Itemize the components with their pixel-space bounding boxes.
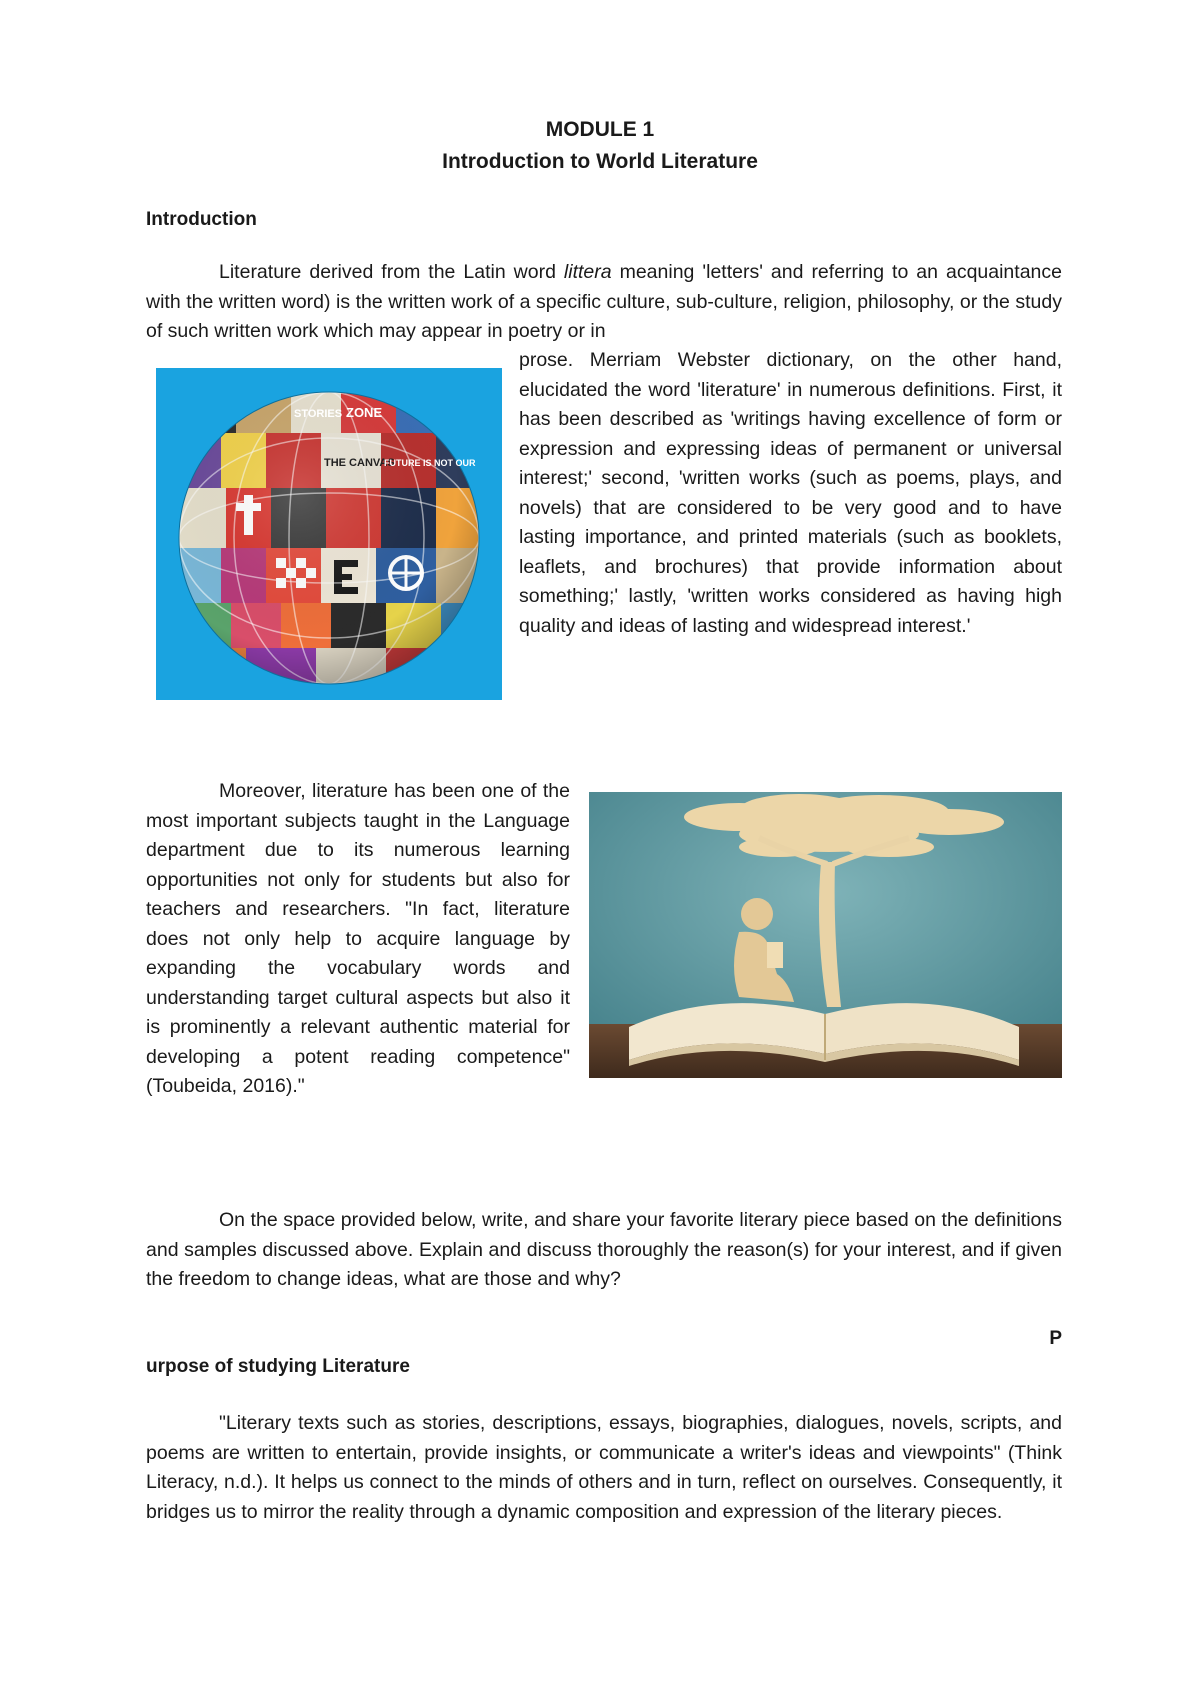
purpose-heading-initial: P — [1049, 1328, 1062, 1349]
globe-label-future: FUTURE IS NOT OUR — [384, 458, 476, 468]
purpose-paragraph: "Literary texts such as stories, descriptions, essays, biographies, dialogues, novels, scripts, and poems are written to entertain, provide insights, or communicate a writer's ideas and viewpoints" (Think Literacy, n.d.). It helps us connect to the minds of others and in turn, reflect on ourselves. Consequently, it bridges us to mirror the reality through a dynamic composition and expression of the literary pieces. — [146, 1412, 1062, 1523]
intro-paragraph-2: Moreover, literature has been one of the most important subjects taught in the Language department due to its numerous learning opportunities not only for students but also for teachers and researchers. "In fact, literature does not only help to acquire language by expanding the vocabulary words and understanding target cultural aspects but also it is prominently a relevant authentic material for developing a potent reading competence" (Toubeida, 2016)." — [146, 780, 570, 1097]
tree-book-image — [589, 792, 1062, 1078]
page-title: Introduction to World Literature — [442, 150, 758, 173]
introduction-heading: Introduction — [146, 209, 257, 230]
latin-word: littera — [563, 261, 612, 283]
globe-label-zone: ZONE — [346, 405, 383, 420]
activity-prompt-paragraph: On the space provided below, write, and share your favorite literary piece based on the definitions and samples discussed above. Explain and discuss thoroughly the reason(s) for your interest, and if given the freedom to change ideas, what are those and why? — [146, 1209, 1062, 1290]
purpose-heading: urpose of studying Literature — [146, 1356, 410, 1377]
module-number: MODULE 1 — [545, 118, 655, 141]
globe-image — [156, 368, 502, 700]
intro-paragraph-1-continued: prose. Merriam Webster dictionary, on the other hand, elucidated the word 'literature' in numerous definitions. First, it has been described as 'writings having excellence of form or expression and expressing ideas of permanent or universal interest;' second, 'written works (such as poems, plays, and novels) that are considered to be very good and to have lasting importance, and printed materials (such as booklets, leaflets, and brochures) that provide information about something;' lastly, 'written works considered as having high quality and ideas of lasting and widespread interest.' — [519, 349, 1062, 637]
globe-label-stories: STORIES — [294, 408, 343, 420]
para1-text-start: Literature derived from the Latin word — [219, 261, 564, 283]
intro-paragraph-1 — [146, 258, 1062, 347]
para1-text-end: meaning 'letters' and referring to an acquaintance with the written word) is the written work of a specific culture, sub-culture, religion, philosophy, or the study of such written work which may appear in poetry or in — [146, 261, 1062, 342]
globe-label-canvas: THE CANVAS — [324, 457, 395, 469]
